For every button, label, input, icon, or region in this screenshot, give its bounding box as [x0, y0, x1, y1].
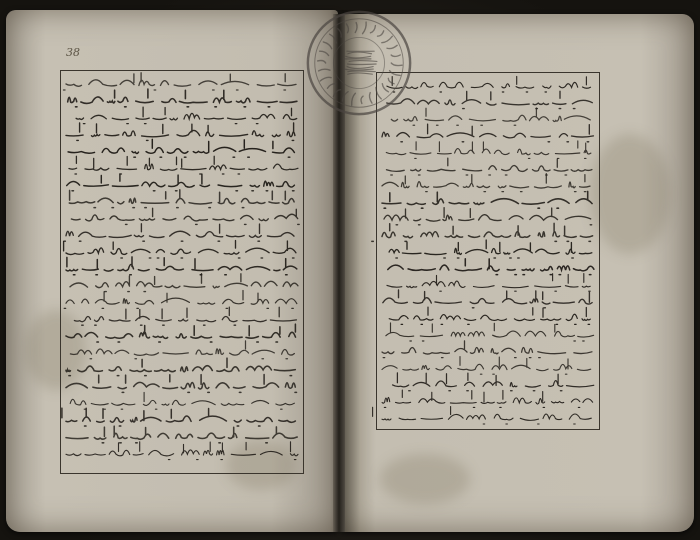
handwritten-line: [382, 191, 592, 208]
handwritten-line: [382, 341, 592, 358]
handwritten-line: [70, 341, 294, 359]
handwritten-line: [387, 158, 592, 175]
handwritten-line: [76, 107, 297, 124]
handwritten-line: [70, 392, 294, 409]
handwritten-line: [386, 141, 591, 159]
handwritten-line: [388, 259, 594, 275]
handwritten-line: [74, 307, 296, 325]
handwritten-line: [64, 224, 294, 241]
handwritten-line: [68, 89, 297, 107]
handwritten-line: [389, 240, 592, 258]
handwritten-line: [66, 426, 297, 443]
handwritten-line: [69, 190, 294, 208]
right-page-handwriting: [372, 77, 594, 425]
handwritten-line: [67, 174, 295, 191]
handwritten-line: [393, 373, 594, 391]
handwritten-line: [383, 290, 592, 308]
seal-stamp: [300, 4, 418, 122]
handwritten-line: [384, 208, 592, 225]
handwritten-line: [68, 139, 294, 157]
handwritten-line: [391, 108, 590, 125]
handwritten-line: [66, 324, 296, 342]
handwritten-line: [64, 291, 297, 309]
handwritten-line: [387, 274, 590, 292]
folio-number: 38: [66, 46, 80, 59]
handwritten-line: [372, 223, 593, 241]
handwritten-line: [382, 357, 591, 375]
handwritten-line: [382, 390, 592, 407]
handwritten-line: [382, 124, 593, 142]
handwritten-line: [64, 241, 296, 258]
handwritten-line: [64, 73, 297, 90]
handwritten-line: [66, 375, 297, 393]
handwritten-line: [66, 257, 297, 275]
handwritten-line: [70, 274, 298, 292]
handwritten-line: [66, 442, 298, 460]
handwritten-line: [389, 307, 590, 324]
handwritten-line: [69, 156, 298, 174]
handwritten-line: [382, 174, 590, 192]
handwritten-line: [373, 407, 592, 425]
handwritten-line: [62, 408, 296, 426]
handwritten-line: [66, 123, 295, 140]
handwritten-line: [66, 358, 295, 376]
handwritten-line: [71, 208, 299, 224]
left-page-handwriting: [62, 73, 299, 460]
handwritten-line: [386, 323, 594, 341]
